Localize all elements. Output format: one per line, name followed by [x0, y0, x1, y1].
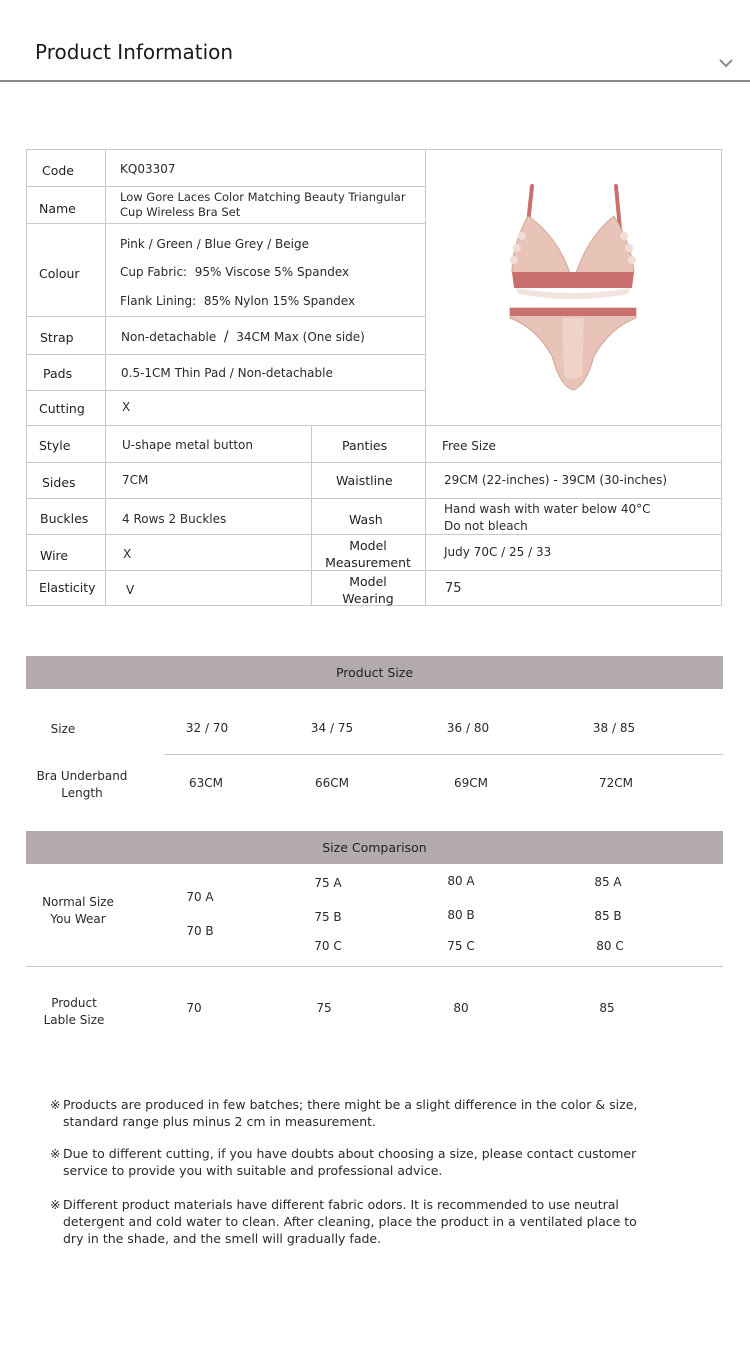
wash-label: Wash	[349, 512, 383, 527]
pads-value: 0.5-1CM Thin Pad / Non-detachable	[121, 366, 333, 380]
underband-label: Bra Underband Length	[36, 769, 128, 800]
size-divider	[164, 754, 723, 755]
strap-label: Strap	[40, 330, 74, 345]
note-cutting: ※ Due to different cutting, if you have doubts about choosing a size, please contact customer service to provide you with suitable and professional advice.	[50, 1146, 637, 1178]
cutting-value: X	[122, 400, 131, 414]
panties-value: Free Size	[442, 439, 496, 453]
size-col-1: 32 / 70	[185, 721, 229, 735]
waistline-value: 29CM (22-inches) - 39CM (30-inches)	[444, 473, 668, 487]
model-wearing-value: 75	[445, 581, 462, 596]
normal-col2-a: 75 A	[314, 876, 342, 890]
lable-col-1: 70	[186, 1001, 202, 1015]
underband-col-3: 69CM	[453, 776, 488, 790]
underband-col-2: 66CM	[314, 776, 349, 790]
strap-value: Non-detachable / 34CM Max (One side)	[121, 329, 365, 345]
style-value: U-shape metal button	[122, 438, 253, 452]
lable-col-2: 75	[316, 1001, 332, 1015]
size-comparison-header: Size Comparison	[26, 831, 723, 864]
wire-value: X	[123, 547, 132, 561]
colour-label: Colour	[39, 266, 80, 281]
normal-size-label: Normal Size You Wear	[42, 895, 114, 926]
pads-label: Pads	[43, 366, 73, 381]
size-label: Size	[50, 722, 76, 736]
normal-col1-a: 70 A	[186, 890, 214, 904]
normal-col4-a: 85 A	[594, 875, 622, 889]
normal-col3-c: 75 C	[447, 939, 475, 953]
name-label: Name	[39, 201, 76, 216]
cutting-label: Cutting	[39, 401, 85, 416]
product-image	[498, 176, 648, 398]
size-col-2: 34 / 75	[310, 721, 354, 735]
sides-label: Sides	[42, 475, 76, 490]
page-title: Product Information	[35, 40, 234, 64]
note-batches: ※ Products are produced in few batches; there might be a slight difference in the color & size, standard range plus minus 2 cm in measurement.	[50, 1097, 638, 1129]
product-size-header: Product Size	[26, 656, 723, 689]
elasticity-value: V	[126, 583, 135, 597]
sides-value: 7CM	[122, 473, 149, 487]
normal-col1-b: 70 B	[186, 924, 214, 938]
waistline-label: Waistline	[336, 473, 393, 488]
normal-col2-c: 70 C	[314, 939, 342, 953]
elasticity-label: Elasticity	[39, 580, 96, 595]
normal-col2-b: 75 B	[314, 910, 342, 924]
buckles-value: 4 Rows 2 Buckles	[122, 512, 227, 526]
wash-value: Hand wash with water below 40°C Do not bleach	[444, 502, 651, 533]
lable-col-3: 80	[453, 1001, 469, 1015]
lable-col-4: 85	[599, 1001, 615, 1015]
model-measurement-value: Judy 70C / 25 / 33	[444, 545, 552, 559]
wire-label: Wire	[40, 548, 69, 563]
style-label: Style	[39, 438, 71, 453]
colour-options: Pink / Green / Blue Grey / Beige	[120, 237, 309, 251]
normal-col4-c: 80 C	[596, 939, 624, 953]
flank-lining: Flank Lining: 85% Nylon 15% Spandex	[120, 294, 356, 308]
code-label: Code	[42, 163, 75, 178]
normal-col3-a: 80 A	[447, 874, 475, 888]
model-wearing-label: Model Wearing	[342, 574, 394, 606]
name-value: Low Gore Laces Color Matching Beauty Triangular Cup Wireless Bra Set	[120, 190, 406, 219]
underband-col-4: 72CM	[598, 776, 633, 790]
comparison-divider	[26, 966, 723, 967]
size-col-3: 36 / 80	[446, 721, 490, 735]
model-measurement-label: Model Measurement	[325, 538, 411, 570]
code-value: KQ03307	[120, 162, 176, 176]
lable-size-label: Product Lable Size	[43, 996, 105, 1027]
cup-fabric: Cup Fabric: 95% Viscose 5% Spandex	[120, 265, 350, 279]
note-odor: ※ Different product materials have different fabric odors. It is recommended to use neutral detergent and cold water to clean. After cleaning, place the product in a ventilated place to dry in the shade, and the smell will gradually fade.	[50, 1197, 637, 1246]
chevron-down-icon[interactable]	[718, 58, 734, 68]
header-divider	[0, 80, 750, 82]
underband-col-1: 63CM	[188, 776, 223, 790]
size-col-4: 38 / 85	[592, 721, 636, 735]
panties-label: Panties	[342, 438, 388, 453]
normal-col4-b: 85 B	[594, 909, 622, 923]
buckles-label: Buckles	[40, 511, 89, 526]
normal-col3-b: 80 B	[447, 908, 475, 922]
